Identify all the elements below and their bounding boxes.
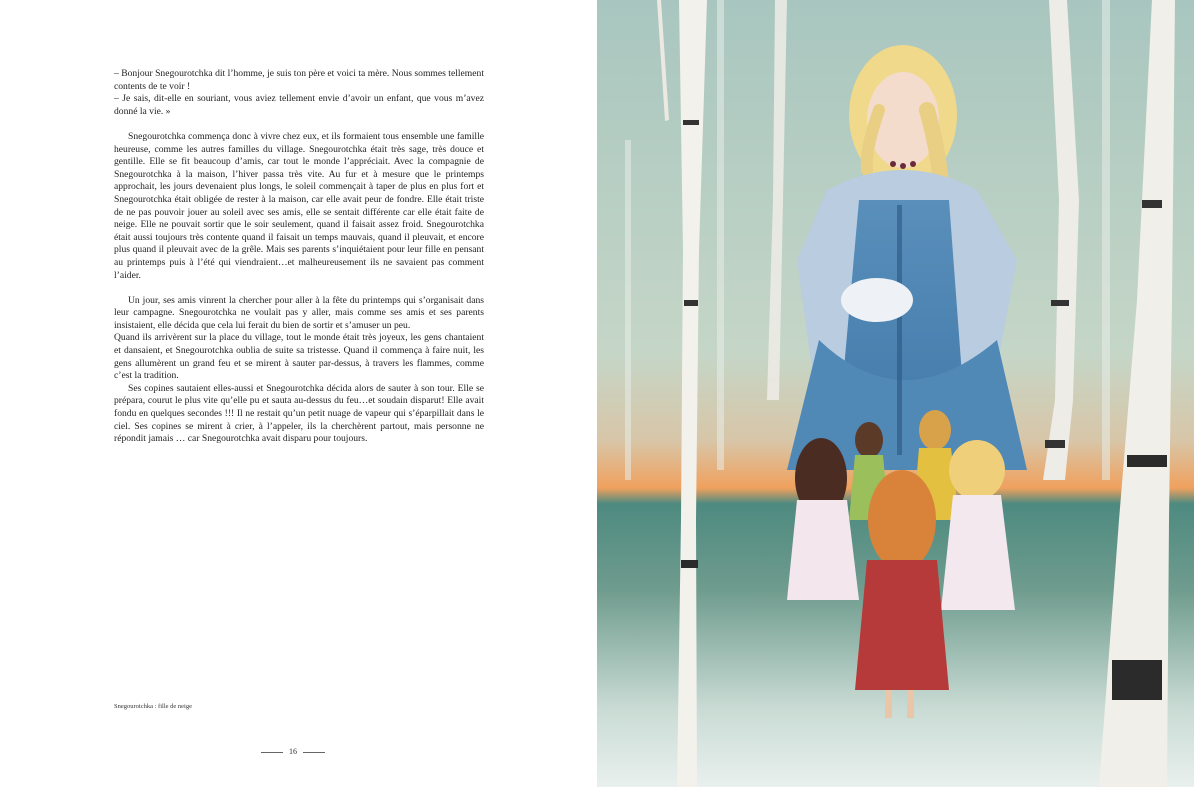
paragraph: – Bonjour Snegourotchka dit l’homme, je suis ton père et voici ta mère. Nous sommes tellement contents de te voir ! xyxy=(114,68,484,92)
illustration-snow-maiden xyxy=(597,0,1194,787)
page-number-block xyxy=(258,747,328,759)
paragraph: Un jour, ses amis vinrent la chercher pour aller à la fête du printemps qui s’organisait dans leur campagne. Snegourotchka ne voulait pas y aller, mais comme ses amis et ses parents insistaient, elle décida que cela lui ferait du bien de sortir et s’amuser un peu. xyxy=(114,294,484,331)
illustration-canvas xyxy=(597,0,1194,787)
paragraph: Ses copines sautaient elles-aussi et Snegourotchka décida alors de sauter à son tour. Elle se prépara, courut le plus vite qu’elle pu et sauta au-dessus du feu…et soudain disparut! Elle avait fondu en quelques secondes !!! Il ne restait qu’un petit nuage de vapeur qui s’éparpillait dans le ciel. Ses copines se mirent à crier, à l’appeler, ils la cherchèrent partout, mais personne ne répondit jamais … car Snegourotchka avait disparu pour toujours. xyxy=(114,382,484,445)
running-footer: Snegourotchka : fille de neige xyxy=(114,703,192,710)
page-number: 16 xyxy=(289,747,297,756)
ornament-right xyxy=(303,752,325,753)
story-text xyxy=(114,68,484,446)
paragraph: – Je sais, dit-elle en souriant, vous aviez tellement envie d’avoir un enfant, que vous m’avez donné la vie. » xyxy=(114,93,484,117)
paragraph: Quand ils arrivèrent sur la place du village, tout le monde était très joyeux, les gens chantaient et dansaient, et Snegourotchka oublia de suite sa tristesse. Quand il commença à faire nuit, les gens allumèrent un grand feu et se mirent à sauter par-dessus, à travers les flammes, comme c’est la tradition. xyxy=(114,332,484,382)
paragraph: Snegourotchka commença donc à vivre chez eux, et ils formaient tous ensemble une famille heureuse, comme les autres familles du village. Snegourotchka était très sage, très douce et gentille. Elle se fit beaucoup d’amis, car tout le monde l’appréciait. Avec la compagnie de Snegourotchka à la maison, l’hiver passa très vite. Au fur et à mesure que le printemps approchait, les jours devenaient plus longs, le soleil commençait à taper de plus en plus fort et Snegourotchka était obligée de rester à la maison, car elle avait peur de fondre. Elle était triste de ne pas pouvoir jouer au soleil avec ses amis, elle se sentait différente car elle était faite de neige. Elle ne pouvait sortir que le soir seulement, quand il faisait assez froid. Snegourotchka était aussi toujours très contente quand il faisait un temps mauvais, quand il pleuvait, et encore plus quand il pleuvait avec de la grêle. Mais ses parents s’inquiétaient pour leur fille en pensant au printemps puis à l’été qui viendraient…et malheureusement ils ne savaient pas comment l’aider. xyxy=(114,130,484,281)
